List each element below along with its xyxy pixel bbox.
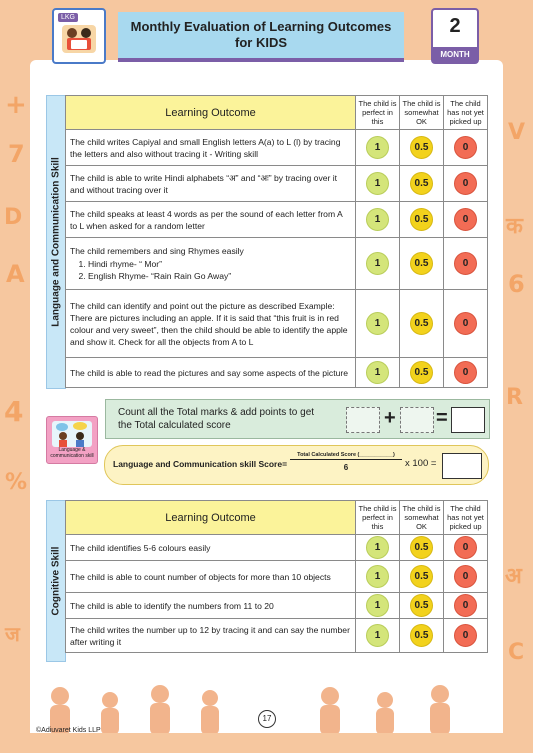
equals-sign: = xyxy=(436,407,448,429)
score-perfect-option[interactable]: 1 xyxy=(366,565,389,588)
score-not-yet-option[interactable]: 0 xyxy=(454,172,477,195)
score-not-yet-option[interactable]: 0 xyxy=(454,594,477,617)
score-not-yet-option[interactable]: 0 xyxy=(454,624,477,647)
score-perfect-option[interactable]: 1 xyxy=(366,536,389,559)
class-logo xyxy=(52,8,106,64)
score-perfect-option[interactable]: 1 xyxy=(366,594,389,617)
score-ok-option[interactable]: 0.5 xyxy=(410,565,433,588)
header-learning-outcome: Learning Outcome xyxy=(66,501,356,535)
multiplier: x 100 = xyxy=(405,458,437,469)
score-fraction xyxy=(290,452,402,472)
cognitive-outcomes-table xyxy=(65,500,488,653)
score-perfect-option[interactable]: 1 xyxy=(366,624,389,647)
score-answer-input[interactable] xyxy=(442,453,482,479)
table-row xyxy=(66,619,488,653)
score-ok-option[interactable]: 0.5 xyxy=(410,252,433,275)
header-not-yet: The child has not yet picked up xyxy=(444,501,488,535)
score-ok-option[interactable]: 0.5 xyxy=(410,594,433,617)
table-row xyxy=(66,561,488,593)
header-not-yet: The child has not yet picked up xyxy=(444,96,488,130)
score-not-yet-option[interactable]: 0 xyxy=(454,208,477,231)
score-ok-option[interactable]: 0.5 xyxy=(410,624,433,647)
month-badge xyxy=(431,8,479,64)
outcome-text: The child writes the number up to 12 by tracing it and can say the number after writing it xyxy=(66,619,356,653)
page-number: 17 xyxy=(258,710,276,728)
score-ok-option[interactable]: 0.5 xyxy=(410,536,433,559)
score-ok-option[interactable]: 0.5 xyxy=(410,136,433,159)
table-row xyxy=(66,238,488,290)
table-row xyxy=(66,358,488,388)
outcome-text: The child is able to write Hindi alphabets “अ” and “अः” by tracing over it and without tracing over it xyxy=(66,166,356,202)
language-skill-icon-label: Language & communication skill xyxy=(50,447,94,459)
plus-sign: + xyxy=(384,407,396,429)
fraction-numerator: Total Calculated Score (___________) xyxy=(290,452,402,460)
score-not-yet-option[interactable]: 0 xyxy=(454,565,477,588)
month-label: MONTH xyxy=(433,47,477,62)
page-title-banner xyxy=(118,12,404,62)
header-perfect: The child is perfect in this xyxy=(356,501,400,535)
score-not-yet-option[interactable]: 0 xyxy=(454,536,477,559)
outcome-cell xyxy=(66,238,356,290)
score-perfect-option[interactable]: 1 xyxy=(366,361,389,384)
copyright-credit: ©Adiuvaret Kids LLP xyxy=(36,727,101,734)
outcome-text: The child can identify and point out the picture as described Example: There are pictures including an apple. If it is said that “this fruit is in red colour and very sweet”, then the child should be able to identify the apple and show it. Check for all the objects from A to L xyxy=(66,290,356,358)
table-row xyxy=(66,166,488,202)
language-section-label xyxy=(46,95,66,389)
outcome-text: The child is able to identify the numbers from 11 to 20 xyxy=(66,593,356,619)
header-somewhat-ok: The child is somewhat OK xyxy=(400,501,444,535)
class-tag: LKG xyxy=(58,13,78,22)
header-perfect: The child is perfect in this xyxy=(356,96,400,130)
list-item: 2. English Rhyme- “Rain Rain Go Away” xyxy=(88,270,351,282)
score-not-yet-option[interactable]: 0 xyxy=(454,136,477,159)
score-formula-label: Language and Communication skill Score= xyxy=(113,459,288,469)
table-row xyxy=(66,535,488,561)
worksheet-page: + 7 D A 4 % ज V क 6 R अ C LKG Monthly Evaluation of Learning Outcomes for KIDS 2 MONTH Language and Communication Skill Learning Outcome The child is perfect in this The child is somewhat OK The child has not yet picked up The child writes Capiyal and small English letters A(a) to L (l) by tracing the letters and also without tracing it - Writing skill 1 0.5 0 The child is able to write Hindi alphabets “अ” and “अः” by tracing over it and without tracing over it 1 0.5 0 The child speaks at least 4 words as per the sound of each letter from A to L when asked for a random letter 1 0.5 0 The child remembers and sing Rhymes easily 1. Hindi rhyme- “ Mor” 2. English Rhyme- “Rain Rain Go Away” 1 0.5 0 The child can identify and point out the picture as described Example: There are pictures including an apple. If it is said that “this fruit is in red colour and very sweet”, then the child should be able to identify the apple and show it. Check for all the objects from A to L 1 0.5 0 The child is able to read the pictures and say some aspects of the picture 1 0.5 0 Count all the Total marks & add points to get the Total calculated score + = Language & communication skill Language and Communication skill Score= Total Calculated Score (___________) 6 x 100 = Cognitive Skill Learning Outcome The child is perfect in this The child is somewhat OK The child has not yet picked up The child identifies 5-6 colours easily 1 0.5 0 The child is able to count number of objects for more than 10 objects 1 0.5 0 The child is able to identify the numbers from 11 to 20 1 0.5 0 The child writes the number up to 12 by tracing it and can say the number after writing it 1 0.5 0 17 ©Adiuvaret Kids LLP xyxy=(0,0,533,753)
score-perfect-option[interactable]: 1 xyxy=(366,172,389,195)
outcome-text: The child is able to count number of objects for more than 10 objects xyxy=(66,561,356,593)
kids-reading-icon xyxy=(62,25,96,53)
outcome-text: The child remembers and sing Rhymes easily xyxy=(70,246,244,256)
score-not-yet-option[interactable]: 0 xyxy=(454,312,477,335)
score-perfect-option[interactable]: 1 xyxy=(366,252,389,275)
page-title: Monthly Evaluation of Learning Outcomes for KIDS xyxy=(130,19,392,50)
table-row xyxy=(66,593,488,619)
outcome-text: The child speaks at least 4 words as per the sound of each letter from A to L when asked for a random letter xyxy=(66,202,356,238)
score-ok-option[interactable]: 0.5 xyxy=(410,172,433,195)
score-ok-option[interactable]: 0.5 xyxy=(410,208,433,231)
total-count-box xyxy=(105,399,490,439)
language-section-title: Language and Communication Skill xyxy=(50,157,62,327)
cognitive-section-title: Cognitive Skill xyxy=(50,546,62,616)
score-ok-option[interactable]: 0.5 xyxy=(410,361,433,384)
total-input[interactable] xyxy=(451,407,485,433)
table-header-row xyxy=(66,501,488,535)
subtotal-input-1[interactable] xyxy=(346,407,380,433)
table-row xyxy=(66,290,488,358)
header-learning-outcome: Learning Outcome xyxy=(66,96,356,130)
score-perfect-option[interactable]: 1 xyxy=(366,136,389,159)
score-not-yet-option[interactable]: 0 xyxy=(454,252,477,275)
kids-talking-icon xyxy=(52,421,92,447)
outcome-text: The child identifies 5-6 colours easily xyxy=(66,535,356,561)
score-perfect-option[interactable]: 1 xyxy=(366,312,389,335)
language-skill-icon xyxy=(46,416,98,464)
language-outcomes-table xyxy=(65,95,488,388)
score-formula-box xyxy=(104,445,489,485)
count-instruction: Count all the Total marks & add points to get the Total calculated score xyxy=(118,407,315,431)
cognitive-section-label xyxy=(46,500,66,662)
score-ok-option[interactable]: 0.5 xyxy=(410,312,433,335)
outcome-text: The child is able to read the pictures and say some aspects of the picture xyxy=(66,358,356,388)
score-not-yet-option[interactable]: 0 xyxy=(454,361,477,384)
fraction-denominator: 6 xyxy=(343,463,349,472)
list-item: 1. Hindi rhyme- “ Mor” xyxy=(88,258,351,270)
outcome-text: The child writes Capiyal and small English letters A(a) to L (l) by tracing the letters and also without tracing it - Writing skill xyxy=(66,130,356,166)
month-number: 2 xyxy=(449,15,461,37)
subtotal-input-2[interactable] xyxy=(400,407,434,433)
table-row xyxy=(66,202,488,238)
table-row xyxy=(66,130,488,166)
table-header-row xyxy=(66,96,488,130)
rhyme-list xyxy=(70,258,351,282)
score-perfect-option[interactable]: 1 xyxy=(366,208,389,231)
header-somewhat-ok: The child is somewhat OK xyxy=(400,96,444,130)
